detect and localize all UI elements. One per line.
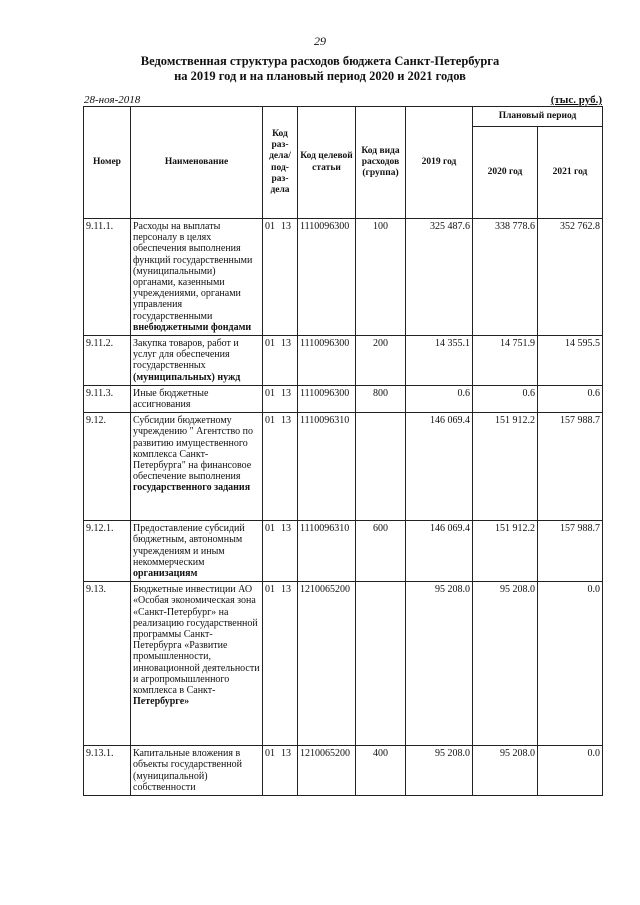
title-line-2: на 2019 год и на плановый период 2020 и 2021 годов	[174, 69, 466, 83]
row-amount-2019: 146 069.4	[406, 521, 473, 582]
header-number: Номер	[84, 107, 131, 219]
row-amount-2019: 14 355.1	[406, 336, 473, 386]
row-number: 9.12.	[84, 413, 131, 521]
row-number: 9.13.	[84, 582, 131, 746]
row-section: 01	[265, 338, 275, 350]
row-subsection: 13	[281, 748, 291, 760]
header-name: Наименование	[131, 107, 263, 219]
row-section-code	[263, 219, 298, 336]
document-date: 28-ноя-2018	[84, 94, 141, 106]
row-number: 9.11.2.	[84, 336, 131, 386]
row-expense-type: 200	[356, 336, 406, 386]
row-amount-2019: 325 487.6	[406, 219, 473, 336]
table-row	[84, 582, 603, 746]
row-section-code	[263, 746, 298, 796]
row-amount-2020: 14 751.9	[473, 336, 538, 386]
row-section-code	[263, 336, 298, 386]
row-number: 9.11.1.	[84, 219, 131, 336]
row-target-code: 1110096300	[298, 385, 356, 412]
row-amount-2020: 95 208.0	[473, 582, 538, 746]
title-line-1: Ведомственная структура расходов бюджета Санкт-Петербурга	[140, 54, 500, 68]
row-target-code: 1210065200	[298, 746, 356, 796]
row-name-main: Бюджетные инвестиции АО «Особая экономическая зона «Санкт-Петербург» на реализацию государственной программы Санкт-Петербурга «Развитие промышленности, инновационной деятельности и агропромышленного комплекса в Санкт-	[133, 584, 260, 697]
row-section: 01	[265, 748, 275, 760]
table-row	[84, 521, 603, 582]
header-year-2020: 2020 год	[473, 127, 538, 219]
row-section: 01	[265, 415, 275, 427]
header-target-code: Код целевой статьи	[298, 107, 356, 219]
row-amount-2020: 0.6	[473, 385, 538, 412]
row-amount-2020: 95 208.0	[473, 746, 538, 796]
row-target-code: 1110096300	[298, 219, 356, 336]
row-name-main: Капитальные вложения в объекты государственной (муниципальной) собственности	[133, 748, 243, 793]
row-expense-type	[356, 582, 406, 746]
header-section-code: Код раз-дела/ под-раз-дела	[263, 107, 298, 219]
row-subsection: 13	[281, 415, 291, 427]
row-expense-type: 600	[356, 521, 406, 582]
row-amount-2021: 352 762.8	[538, 219, 603, 336]
row-amount-2019: 146 069.4	[406, 413, 473, 521]
header-year-2019: 2019 год	[406, 107, 473, 219]
row-name	[131, 582, 263, 746]
table-row	[84, 385, 603, 412]
row-name-last: государственного задания	[133, 482, 251, 494]
row-target-code: 1110096310	[298, 521, 356, 582]
page-number: 29	[314, 34, 326, 48]
row-target-code: 1110096300	[298, 336, 356, 386]
row-section: 01	[265, 387, 275, 399]
row-amount-2020: 151 912.2	[473, 521, 538, 582]
row-section: 01	[265, 584, 275, 596]
row-name-main: Расходы на выплаты персоналу в целях обеспечения выполнения функций государственными (муниципальными) органами, казенными учреждениями, органами управления государственными	[133, 221, 253, 322]
row-amount-2019: 95 208.0	[406, 746, 473, 796]
row-name-last: Петербурге»	[133, 696, 190, 708]
row-amount-2021: 0.0	[538, 582, 603, 746]
row-name-main: Субсидии бюджетному учреждению " Агентство по развитию имущественного комплекса Санкт-Петербурга" на финансовое обеспечение выполнения	[133, 415, 253, 483]
row-amount-2019: 0.6	[406, 385, 473, 412]
row-name	[131, 336, 263, 386]
row-name	[131, 385, 263, 412]
row-expense-type: 400	[356, 746, 406, 796]
table-row	[84, 336, 603, 386]
row-amount-2021: 0.6	[538, 385, 603, 412]
row-section-code	[263, 413, 298, 521]
row-target-code: 1110096310	[298, 413, 356, 521]
budget-table	[83, 106, 603, 796]
row-expense-type: 100	[356, 219, 406, 336]
row-name-last: внебюджетными фондами	[133, 321, 252, 333]
document-title	[60, 54, 580, 84]
row-amount-2020: 151 912.2	[473, 413, 538, 521]
row-subsection: 13	[281, 221, 291, 232]
row-subsection: 13	[281, 338, 291, 350]
row-expense-type	[356, 413, 406, 521]
row-section: 01	[265, 221, 275, 232]
row-subsection: 13	[281, 584, 291, 596]
table-row	[84, 219, 603, 336]
header-planned-period: Плановый период	[473, 107, 603, 127]
table-row	[84, 746, 603, 796]
row-name-last: организациям	[133, 568, 198, 580]
table-row	[84, 413, 603, 521]
row-number: 9.13.1.	[84, 746, 131, 796]
row-amount-2021: 14 595.5	[538, 336, 603, 386]
row-section-code	[263, 521, 298, 582]
row-subsection: 13	[281, 387, 291, 399]
row-name	[131, 521, 263, 582]
header-year-2021: 2021 год	[538, 127, 603, 219]
row-name	[131, 746, 263, 796]
row-expense-type: 800	[356, 385, 406, 412]
row-amount-2019: 95 208.0	[406, 582, 473, 746]
row-name-main: Закупка товаров, работ и услуг для обеспечения государственных	[133, 338, 239, 372]
row-number: 9.11.3.	[84, 385, 131, 412]
row-name-last: (муниципальных) нужд	[133, 371, 241, 383]
row-name-main: Иные бюджетные ассигнования	[133, 387, 209, 411]
units-label: (тыс. руб.)	[550, 94, 602, 106]
row-amount-2021: 157 988.7	[538, 413, 603, 521]
row-name	[131, 413, 263, 521]
row-amount-2020: 338 778.6	[473, 219, 538, 336]
row-amount-2021: 0.0	[538, 746, 603, 796]
row-amount-2021: 157 988.7	[538, 521, 603, 582]
row-name	[131, 219, 263, 336]
row-subsection: 13	[281, 523, 291, 535]
row-number: 9.12.1.	[84, 521, 131, 582]
row-name-main: Предоставление субсидий бюджетным, автономным учреждениям и иным некоммерческим	[133, 523, 245, 568]
header-expense-type-code: Код вида расходов (группа)	[356, 107, 406, 219]
row-target-code: 1210065200	[298, 582, 356, 746]
row-section: 01	[265, 523, 275, 535]
row-section-code	[263, 582, 298, 746]
row-section-code	[263, 385, 298, 412]
